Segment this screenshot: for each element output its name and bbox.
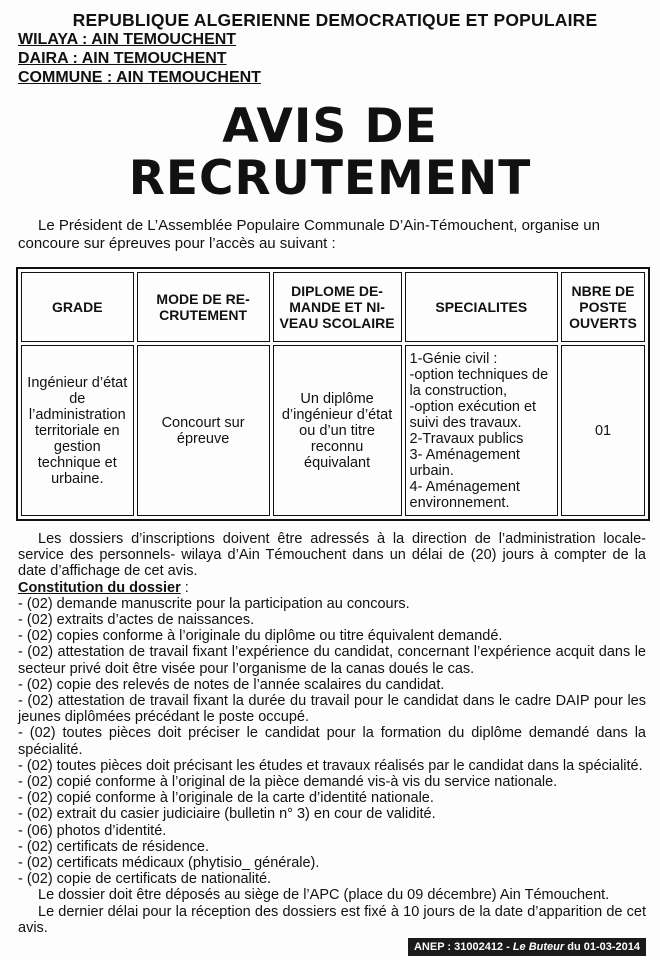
page-title: AVIS DE RECRUTEMENT [128,99,532,206]
col-header-postes: NBRE DE POSTE OUVERTS [561,272,645,342]
specialite-line: 1-Génie civil : [409,350,498,367]
dossiers-paragraph: Les dossiers d’inscriptions doivent être adressés à la direction de l’administration locale-service des personnels- wilaya d’Ain Témouchent dans un délai de (20) jours à compter de la date d’affichage de cet avis. [18,531,646,580]
specialite-line: -option techniques de la construction, [409,366,549,399]
recruitment-table [16,267,650,521]
notice-body [14,531,646,936]
publication-footer [408,938,646,956]
cell-specialites [405,345,559,516]
specialite-line: 4- Aménagement environnement. [409,478,520,511]
list-item: - (02) copies conforme à l’originale du diplôme ou titre équivalent demandé. [18,628,503,645]
list-item: - (02) copié conforme à l’originale de la carte d’identité nationale. [18,790,434,807]
list-item: - (06) photos d’identité. [18,822,167,839]
col-header-grade: GRADE [21,272,134,342]
list-item: - (02) extraits d’actes de naissances. [18,612,255,629]
list-item: - (02) extrait du casier judiciaire (bulletin n° 3) en cour de validité. [18,806,436,823]
daira-line: DAIRA : AIN TEMOUCHENT [18,50,227,67]
col-header-diplome: DIPLOME DE-MANDE ET NI-VEAU SCOLAIRE [273,272,402,342]
specialite-line: -option exécution et suivi des travaux. [409,398,537,431]
cell-postes: 01 [561,345,645,516]
list-item: - (02) toutes pièces doit préciser le candidat pour la formation du diplôme demandé dans la spécialité. [18,725,646,758]
list-item: - (02) certificats médicaux (phytisio_ générale). [18,855,320,872]
anep-reference: ANEP : 31002412 - [413,941,513,953]
cell-grade: Ingénieur d’état de l’administration territoriale en gestion technique et urbaine. [21,345,134,516]
cell-diplome: Un diplôme d’ingénieur d’état ou d’un titre reconnu équivalant [273,345,402,516]
cell-mode: Concourt sur épreuve [137,345,270,516]
list-item: - (02) copie de certificats de nationalité. [18,871,272,888]
notice-page [14,10,646,936]
constitution-colon: : [180,579,189,596]
specialite-line: 2-Travaux publics [409,430,524,447]
republic-heading: REPUBLIQUE ALGERIENNE DEMOCRATIQUE ET POPULAIRE [72,10,598,30]
list-item: - (02) toutes pièces doit précisant les études et travaux réalisés par le candidat dans la spécialité. [18,757,643,774]
depot-paragraph: Le dossier doit être déposés au siège de l’APC (place du 09 décembre) Ain Témouchent. [38,887,610,904]
list-item: - (02) certificats de résidence. [18,838,209,855]
wilaya-line: WILAYA : AIN TEMOUCHENT [18,31,237,48]
constitution-heading: Constitution du dossier [18,579,181,596]
constitution-heading-line [18,580,646,596]
list-item: - (02) attestation de travail fixant l’expérience du candidat, concernant l’expérience acquit dans le secteur privé doit être visée pour l’organisme de la canas doués le cas. [18,644,646,677]
col-header-specialites: SPECIALITES [405,272,559,342]
col-header-mode: MODE DE RE-CRUTEMENT [137,272,270,342]
intro-paragraph: Le Président de L’Assemblée Populaire Communale D’Ain-Témouchent, organise un concoure sur épreuves pour l’accès au suivant : [18,217,600,252]
table-row [21,345,645,516]
list-item: - (02) copie des relevés de notes de l’année scalaires du candidat. [18,676,445,693]
list-item: - (02) attestation de travail fixant la durée du travail pour le candidat dans le cadre DAIP pour les jeunes diplômées précédant le poste occupé. [18,693,646,726]
list-item: - (02) copié conforme à l’original de la pièce demandé vis-à vis du service nationale. [18,774,558,791]
newspaper-name: Le Buteur [512,941,565,953]
commune-line: COMMUNE : AIN TEMOUCHENT [18,69,261,86]
list-item: - (02) demande manuscrite pour la participation au concours. [18,595,410,612]
delai-paragraph: Le dernier délai pour la réception des dossiers est fixé à 10 jours de la date d’apparition de cet avis. [18,903,646,936]
specialite-line: 3- Aménagement urbain. [409,446,520,479]
table-header-row [21,272,645,342]
publication-date: du 01-03-2014 [564,941,640,953]
